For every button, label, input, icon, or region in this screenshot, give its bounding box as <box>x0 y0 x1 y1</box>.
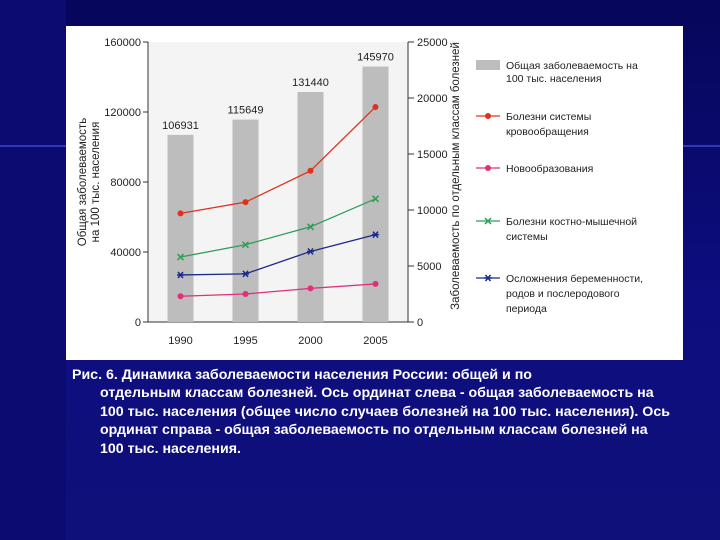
series-point <box>373 104 379 110</box>
right-tick-label: 15000 <box>417 149 448 161</box>
legend-label-line: Болезни костно-мышечной <box>506 216 638 228</box>
series-point <box>243 199 249 205</box>
legend-label-line: Болезни системы <box>506 111 592 123</box>
legend-label-line: родов и послеродового <box>506 288 620 300</box>
right-tick-label: 10000 <box>417 205 448 217</box>
legend-label <box>506 163 593 175</box>
left-tick-label: 120000 <box>104 107 141 119</box>
left-axis-label-line: Общая заболеваемость <box>77 117 89 247</box>
series-point <box>308 285 314 291</box>
left-tick-label: 160000 <box>104 37 141 49</box>
series-point <box>373 281 379 287</box>
legend-label <box>506 60 638 85</box>
right-tick-label: 25000 <box>417 37 448 49</box>
bar-value-label: 145970 <box>357 51 394 64</box>
series-point <box>308 168 314 174</box>
x-tick-label: 2000 <box>298 335 323 347</box>
chart <box>66 26 683 360</box>
series-point <box>243 291 249 297</box>
legend-label-line: 100 тыс. населения <box>506 73 602 85</box>
series-point <box>485 113 491 119</box>
legend-label <box>506 273 643 315</box>
caption-line-1: Рис. 6. Динамика заболеваемости населения России: общей и по <box>72 367 532 383</box>
left-tick-label: 0 <box>134 317 141 329</box>
left-axis-label-line: на 100 тыс. населения <box>90 121 102 243</box>
bar-value-label: 106931 <box>162 119 199 132</box>
left-tick-label: 40000 <box>110 247 141 259</box>
legend-label <box>506 111 591 138</box>
legend-swatch-bars <box>476 60 500 70</box>
bar-value-label: 115649 <box>227 104 264 117</box>
legend-label-line: периода <box>506 303 547 315</box>
legend-label-line: кровообращения <box>506 126 589 138</box>
legend-label-line: Общая заболеваемость на <box>506 60 638 72</box>
series-point <box>485 165 491 171</box>
left-band-decoration <box>0 0 66 540</box>
right-tick-label: 0 <box>417 317 424 329</box>
series-point <box>178 293 184 299</box>
bar-value-label: 131440 <box>292 76 329 89</box>
x-tick-label: 1990 <box>168 335 193 347</box>
legend-label-line: Осложнения беременности, <box>506 273 644 285</box>
figure-caption <box>72 366 672 458</box>
chart-panel <box>66 26 683 360</box>
right-tick-label: 5000 <box>417 261 442 273</box>
caption-rest: отдельным классам болезней. Ось ординат слева - общая заболеваемость на 100 тыс. населения (общее число случаев болезней на 100 тыс. населения). Ось ординат справа - общая заболеваемость по отдельным классам болезней на 100 тыс. населения. <box>100 385 670 457</box>
legend-label-line: Новообразования <box>506 163 594 175</box>
chart-axes <box>104 37 447 347</box>
series-point <box>178 210 184 216</box>
left-tick-label: 80000 <box>110 177 141 189</box>
right-tick-label: 20000 <box>417 93 448 105</box>
legend-label-line: системы <box>506 231 548 243</box>
series-point <box>485 275 492 281</box>
right-axis-label: Заболеваемость по отдельным классам болезней <box>450 42 462 310</box>
x-tick-label: 2005 <box>363 335 388 347</box>
legend-label <box>506 216 637 243</box>
chart-legend <box>476 60 643 315</box>
left-axis-label <box>77 118 102 246</box>
x-tick-label: 1995 <box>233 335 258 347</box>
